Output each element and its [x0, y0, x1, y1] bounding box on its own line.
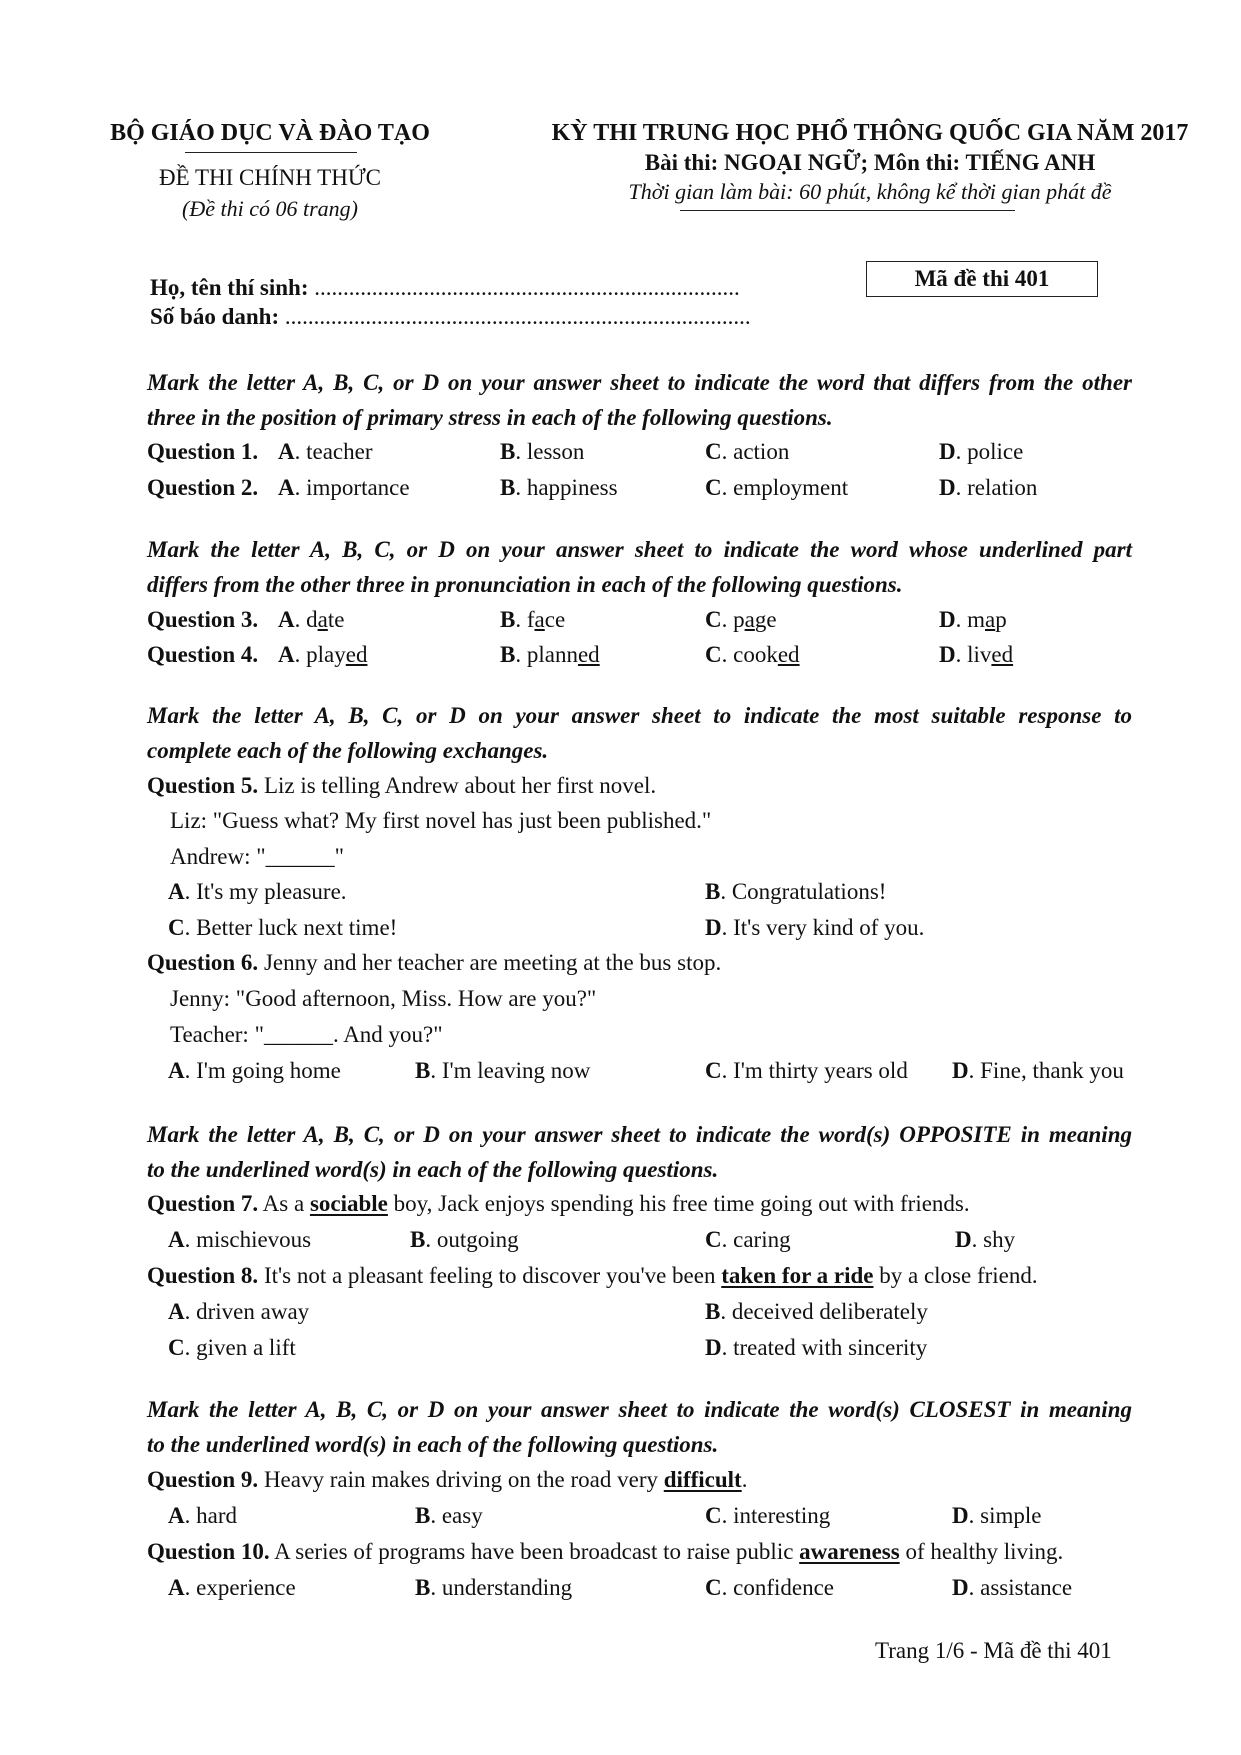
q1-option-b: B. lesson [500, 439, 585, 464]
q2-option-b: B. happiness [500, 475, 618, 500]
q5-option-a: A. It's my pleasure. [168, 879, 347, 904]
section-4-line-1: Mark the letter A, B, C, or D on your answer sheet to indicate the word(s) OPPOSITE in meaning [147, 1122, 1132, 1147]
section-1-line-2: three in the position of primary stress in each of the following questions. [147, 405, 833, 430]
q3-option-a: A. date [278, 607, 345, 632]
q1-option-c: C. action [705, 439, 790, 464]
question-3 [147, 605, 258, 635]
question-label: Question 6. [147, 950, 259, 975]
question-label: Question 4. [147, 642, 259, 667]
question-label: Question 8. [147, 1263, 259, 1288]
q5-option-d: D. It's very kind of you. [705, 915, 925, 940]
candidate-id-dots: ................................................................................. [284, 304, 751, 329]
section-5-line-2: to the underlined word(s) in each of the following questions. [147, 1432, 719, 1457]
q5-dialogue-line-1: Liz: "Guess what? My first novel has just been published." [170, 808, 712, 833]
question-4 [147, 640, 258, 670]
q8-option-c: C. given a lift [168, 1335, 296, 1360]
q6-option-b: B. I'm leaving now [415, 1058, 591, 1083]
q7-option-b: B. outgoing [410, 1227, 519, 1252]
q6-dialogue-line-2: Teacher: "______. And you?" [170, 1022, 443, 1047]
section-4-line-2: to the underlined word(s) in each of the following questions. [147, 1157, 719, 1182]
ministry-underline [185, 152, 357, 153]
question-label: Question 9. [147, 1467, 259, 1492]
question-9: Question 9. Heavy rain makes driving on the road very difficult. [147, 1467, 748, 1492]
underlined-word: difficult [663, 1467, 742, 1492]
underlined-word: awareness [799, 1539, 900, 1564]
exam-subject: Bài thi: NGOẠI NGỮ; Môn thi: TIẾNG ANH [644, 150, 1096, 175]
exam-code-box: Mã đề thi 401 [866, 261, 1098, 297]
question-10: Question 10. A series of programs have been broadcast to raise public awareness of healthy living. [147, 1539, 1064, 1564]
q5-option-c: C. Better luck next time! [168, 915, 398, 940]
underlined-word: sociable [309, 1191, 388, 1216]
q7-option-d: D. shy [955, 1227, 1016, 1252]
q5-dialogue-line-2: Andrew: "______" [170, 844, 345, 869]
q2-option-d: D. relation [939, 475, 1038, 500]
section-3-instruction [147, 698, 1132, 768]
question-label: Question 3. [147, 607, 259, 632]
question-label: Question 5. [147, 773, 259, 798]
q4-option-d: D. lived [939, 642, 1014, 667]
exam-title: KỲ THI TRUNG HỌC PHỔ THÔNG QUỐC GIA NĂM 2017 [551, 120, 1189, 146]
q9-option-c: C. interesting [705, 1503, 831, 1528]
question-2 [147, 473, 258, 503]
candidate-name-row [150, 275, 740, 301]
question-label: Question 10. [147, 1539, 270, 1564]
pages-note: (Đề thi có 06 trang) [182, 196, 358, 221]
question-text: Liz is telling Andrew about her first novel. [263, 773, 657, 798]
candidate-name-dots: .......................................................................... [314, 275, 740, 300]
section-1-instruction [147, 365, 1132, 435]
q4-option-c: C. cooked [705, 642, 800, 667]
q8-option-d: D. treated with sincerity [705, 1335, 928, 1360]
question-label: Question 1. [147, 439, 259, 464]
question-label: Question 7. [147, 1191, 259, 1216]
underlined-word: taken for a ride [721, 1263, 874, 1288]
q2-option-c: C. employment [705, 475, 849, 500]
q1-option-a: A. teacher [278, 439, 373, 464]
q9-option-b: B. easy [415, 1503, 483, 1528]
q4-option-b: B. planned [500, 642, 600, 667]
q3-option-b: B. face [500, 607, 566, 632]
q9-option-a: A. hard [168, 1503, 237, 1528]
section-3-line-2: complete each of the following exchanges. [147, 738, 549, 763]
q6-option-a: A. I'm going home [168, 1058, 341, 1083]
page-footer: Trang 1/6 - Mã đề thi 401 [875, 1638, 1112, 1663]
q10-option-a: A. experience [168, 1575, 296, 1600]
time-underline [680, 210, 1015, 211]
q3-option-d: D. map [939, 607, 1007, 632]
candidate-name-label: Họ, tên thí sinh: [150, 275, 309, 300]
section-4-instruction [147, 1117, 1132, 1187]
official-label: ĐỀ THI CHÍNH THỨC [158, 165, 382, 190]
section-2-instruction [147, 532, 1132, 602]
question-8: Question 8. It's not a pleasant feeling to discover you've been taken for a ride by a close friend. [147, 1263, 1038, 1288]
q10-option-d: D. assistance [952, 1575, 1073, 1600]
candidate-id-row [150, 304, 751, 330]
q6-dialogue-line-1: Jenny: "Good afternoon, Miss. How are you?" [170, 986, 597, 1011]
section-2-line-1: Mark the letter A, B, C, or D on your answer sheet to indicate the word whose underlined part [147, 537, 1132, 562]
q4-option-a: A. played [278, 642, 368, 667]
question-6 [147, 948, 721, 978]
candidate-id-label: Số báo danh: [150, 304, 280, 329]
ministry-name: BỘ GIÁO DỤC VÀ ĐÀO TẠO [110, 120, 430, 146]
question-label: Question 2. [147, 475, 259, 500]
q10-option-b: B. understanding [415, 1575, 573, 1600]
question-5 [147, 771, 656, 801]
q5-option-b: B. Congratulations! [705, 879, 887, 904]
q10-option-c: C. confidence [705, 1575, 835, 1600]
section-5-instruction [147, 1392, 1132, 1462]
q7-option-c: C. caring [705, 1227, 791, 1252]
q7-option-a: A. mischievous [168, 1227, 312, 1252]
question-7: Question 7. As a sociable boy, Jack enjoys spending his free time going out with friends. [147, 1191, 970, 1216]
q6-option-d: D. Fine, thank you [952, 1058, 1124, 1083]
q6-option-c: C. I'm thirty years old [705, 1058, 908, 1083]
section-3-line-1: Mark the letter A, B, C, or D on your answer sheet to indicate the most suitable response to [147, 703, 1132, 728]
q3-option-c: C. page [705, 607, 777, 632]
section-5-line-1: Mark the letter A, B, C, or D on your answer sheet to indicate the word(s) CLOSEST in meaning [147, 1397, 1132, 1422]
question-1 [147, 437, 258, 467]
section-1-line-1: Mark the letter A, B, C, or D on your answer sheet to indicate the word that differs from the other [147, 370, 1132, 395]
q9-option-d: D. simple [952, 1503, 1042, 1528]
q1-option-d: D. police [939, 439, 1024, 464]
question-text: Jenny and her teacher are meeting at the bus stop. [263, 950, 722, 975]
exam-time: Thời gian làm bài: 60 phút, không kể thời gian phát đề [628, 179, 1112, 204]
q8-option-a: A. driven away [168, 1299, 310, 1324]
q8-option-b: B. deceived deliberately [705, 1299, 928, 1324]
q2-option-a: A. importance [278, 475, 410, 500]
section-2-line-2: differs from the other three in pronunciation in each of the following questions. [147, 572, 903, 597]
